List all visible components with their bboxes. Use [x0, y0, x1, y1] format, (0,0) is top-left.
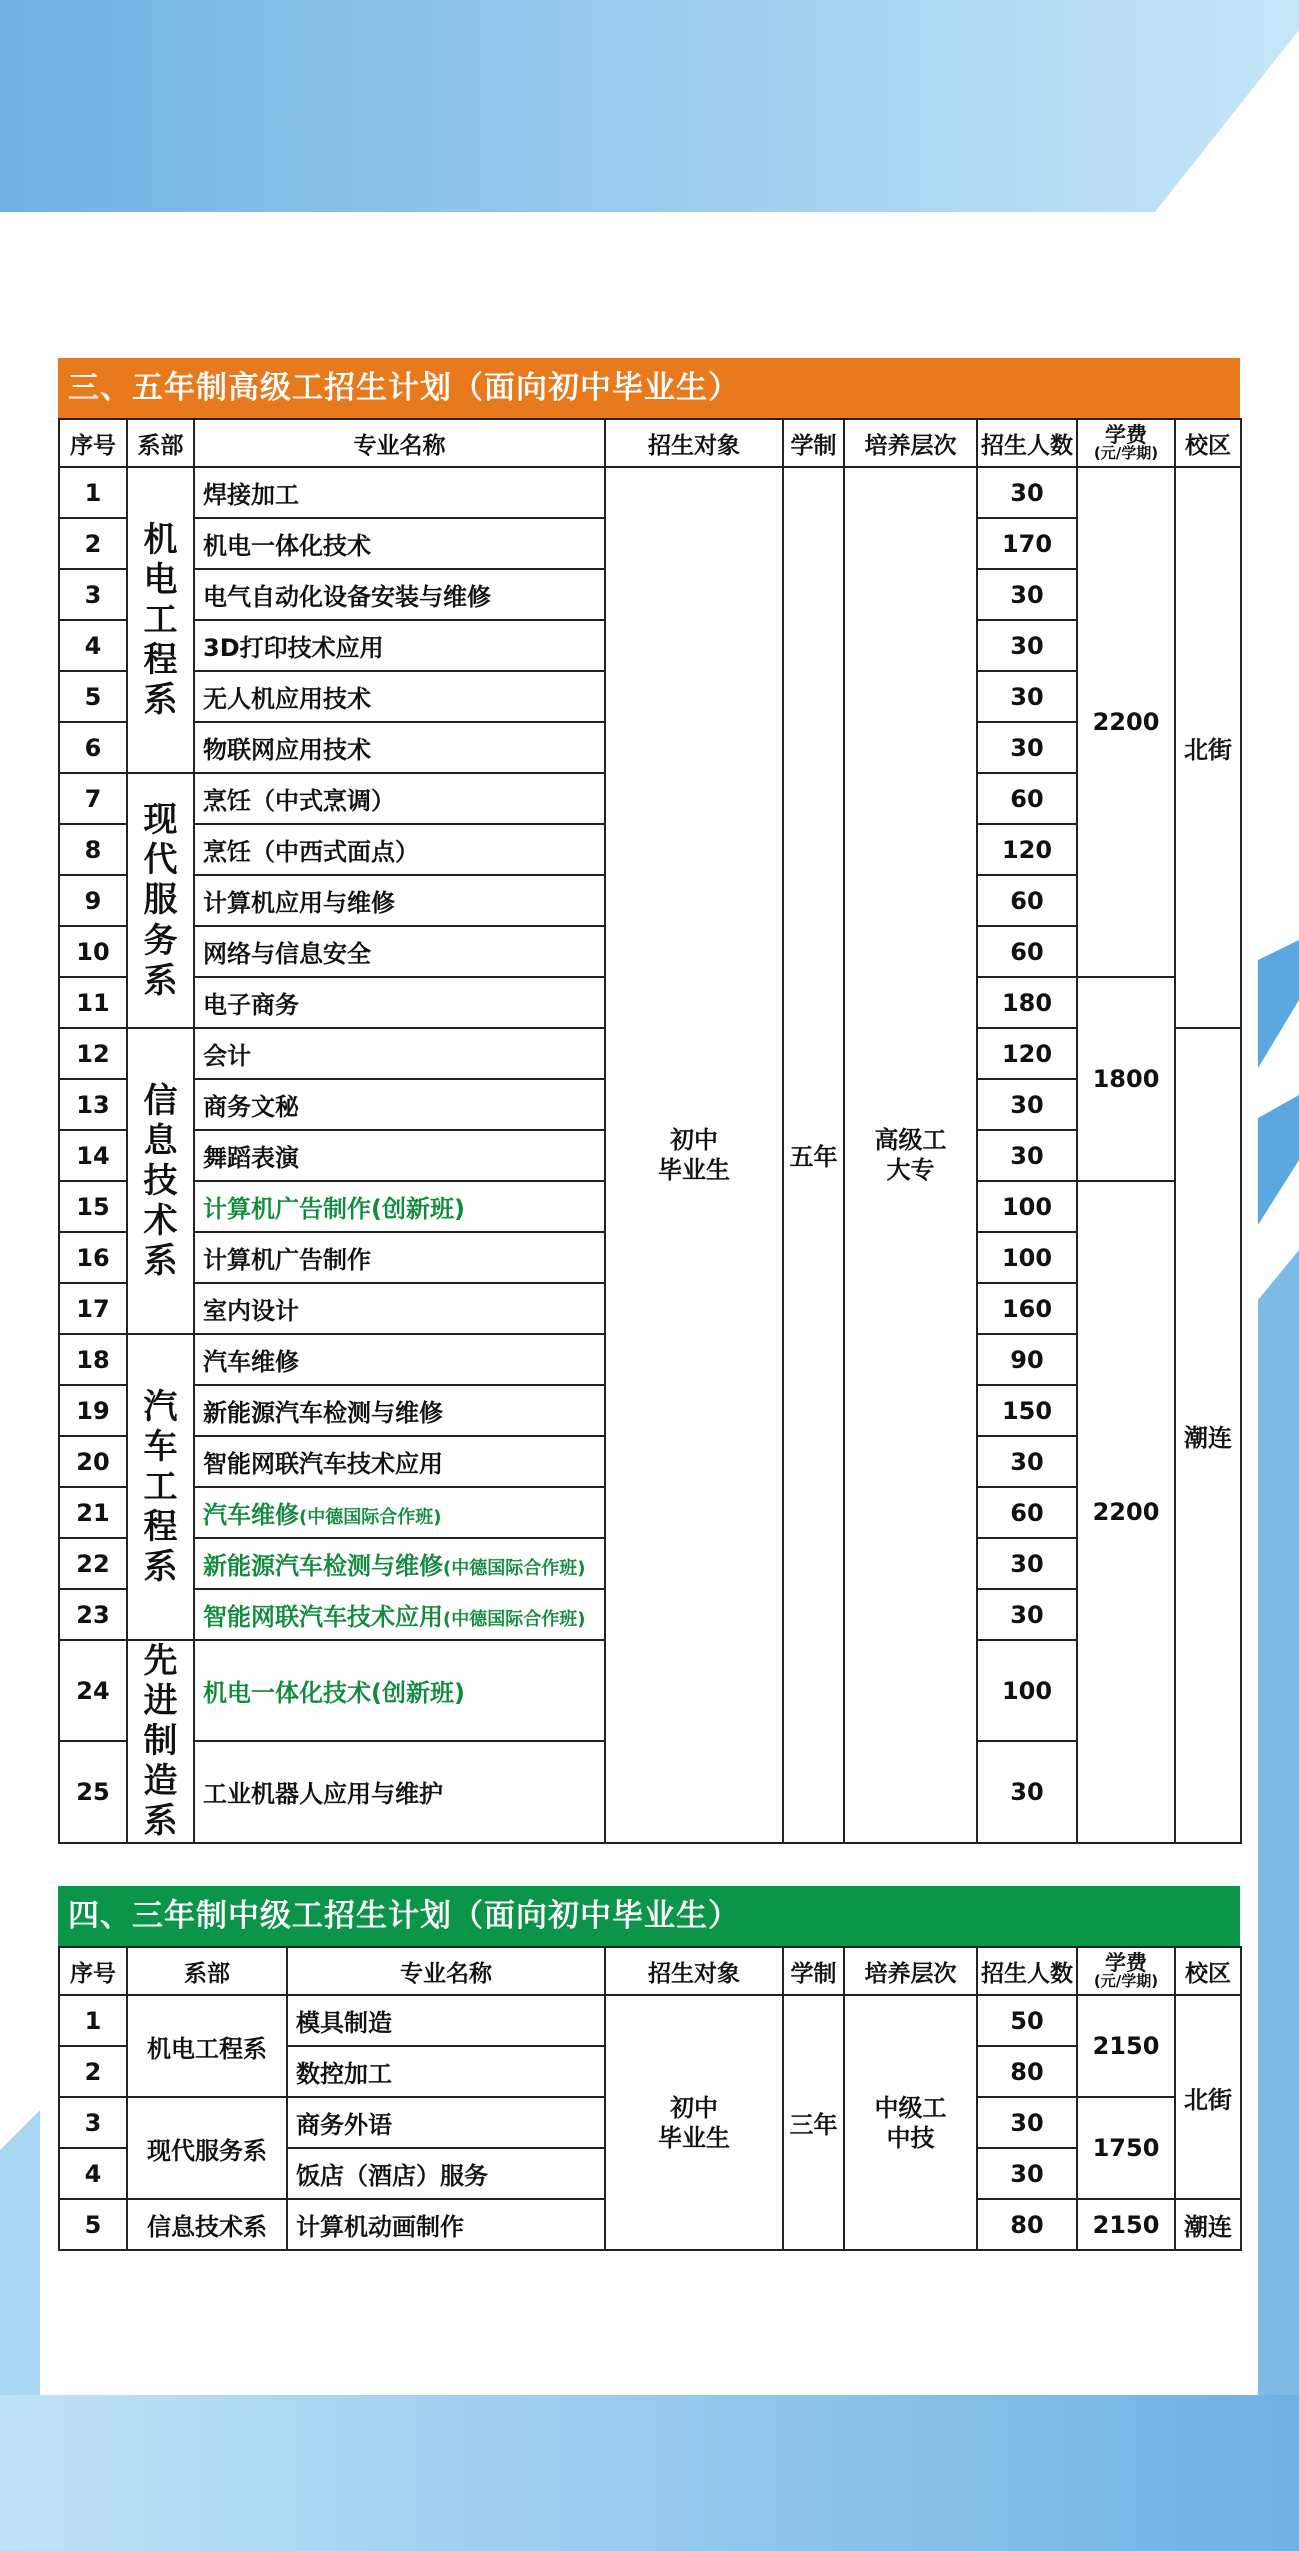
major-cell: 烹饪（中式烹调） [194, 773, 605, 824]
count-cell: 80 [977, 2046, 1077, 2097]
row-seq: 7 [59, 773, 127, 824]
count-cell: 30 [977, 1130, 1077, 1181]
header-seq: 序号 [59, 419, 127, 467]
row-seq: 6 [59, 722, 127, 773]
dept-cell: 先进制造系 [127, 1640, 194, 1843]
row-seq: 4 [59, 620, 127, 671]
row-seq: 13 [59, 1079, 127, 1130]
major-note: (中德国际合作班) [299, 1507, 442, 1528]
count-cell: 120 [977, 824, 1077, 875]
major-cell: 电子商务 [194, 977, 605, 1028]
row-seq: 1 [59, 1995, 127, 2046]
three-year-table [58, 1946, 1242, 2251]
header-fee-main: 学费 [1105, 423, 1147, 447]
target-cell: 初中 毕业生 [605, 467, 783, 1843]
major-note: (中德国际合作班) [443, 1558, 586, 1579]
count-cell: 90 [977, 1334, 1077, 1385]
header-dept: 系部 [127, 1947, 287, 1995]
duration-cell: 五年 [783, 467, 844, 1843]
major-cell: 计算机广告制作(创新班) [194, 1181, 605, 1232]
header-count: 招生人数 [977, 1947, 1077, 1995]
row-seq: 14 [59, 1130, 127, 1181]
row-seq: 21 [59, 1487, 127, 1538]
count-cell: 30 [977, 620, 1077, 671]
header-level: 培养层次 [844, 1947, 977, 1995]
table-row [59, 1995, 1241, 2046]
count-cell: 120 [977, 1028, 1077, 1079]
fee-cell: 2150 [1077, 1995, 1175, 2097]
duration-cell: 三年 [783, 1995, 844, 2250]
header-target: 招生对象 [605, 1947, 783, 1995]
count-cell: 60 [977, 773, 1077, 824]
row-seq: 17 [59, 1283, 127, 1334]
major-cell: 网络与信息安全 [194, 926, 605, 977]
section-title: 四、三年制中级工招生计划（面向初中毕业生） [58, 1886, 1240, 1946]
row-seq: 10 [59, 926, 127, 977]
major-name: 汽车维修 [203, 1501, 299, 1529]
major-cell: 新能源汽车检测与维修 [194, 1385, 605, 1436]
bottom-banner-shape [0, 2395, 1299, 2551]
dept-cell: 信息技术系 [127, 1028, 194, 1334]
major-cell: 智能网联汽车技术应用 [194, 1436, 605, 1487]
campus-cell: 潮连 [1175, 2199, 1241, 2250]
campus-cell: 北街 [1175, 1995, 1241, 2199]
right-stripe-2 [1258, 1095, 1299, 1225]
row-seq: 22 [59, 1538, 127, 1589]
dept-cell: 汽车工程系 [127, 1334, 194, 1640]
major-cell: 物联网应用技术 [194, 722, 605, 773]
row-seq: 24 [59, 1640, 127, 1741]
major-cell: 工业机器人应用与维护 [194, 1741, 605, 1842]
count-cell: 100 [977, 1181, 1077, 1232]
count-cell: 100 [977, 1640, 1077, 1741]
header-fee-unit: (元/学期) [1093, 1972, 1159, 1990]
table-header-row [59, 1947, 1241, 1995]
major-name: 智能网联汽车技术应用 [203, 1603, 443, 1631]
table-row [59, 467, 1241, 518]
header-duration: 学制 [783, 1947, 844, 1995]
five-year-table [58, 418, 1242, 1844]
fee-cell: 2200 [1077, 1181, 1175, 1843]
header-seq: 序号 [59, 1947, 127, 1995]
level-cell: 中级工 中技 [844, 1995, 977, 2250]
table-header-row [59, 419, 1241, 467]
count-cell: 180 [977, 977, 1077, 1028]
header-major: 专业名称 [194, 419, 605, 467]
count-cell: 30 [977, 1079, 1077, 1130]
count-cell: 60 [977, 875, 1077, 926]
count-cell: 170 [977, 518, 1077, 569]
count-cell: 30 [977, 1589, 1077, 1640]
dept-cell: 现代服务系 [127, 773, 194, 1028]
major-cell: 舞蹈表演 [194, 1130, 605, 1181]
count-cell: 30 [977, 2148, 1077, 2199]
major-cell: 电气自动化设备安装与维修 [194, 569, 605, 620]
header-major: 专业名称 [287, 1947, 605, 1995]
campus-cell: 北街 [1175, 467, 1241, 1028]
count-cell: 50 [977, 1995, 1077, 2046]
top-banner-shape [0, 0, 1299, 212]
header-duration: 学制 [783, 419, 844, 467]
major-cell: 商务文秘 [194, 1079, 605, 1130]
major-cell: 室内设计 [194, 1283, 605, 1334]
row-seq: 3 [59, 2097, 127, 2148]
major-cell [194, 1487, 605, 1538]
row-seq: 2 [59, 518, 127, 569]
major-cell: 会计 [194, 1028, 605, 1079]
header-campus: 校区 [1175, 419, 1241, 467]
level-cell: 高级工 大专 [844, 467, 977, 1843]
row-seq: 9 [59, 875, 127, 926]
header-level: 培养层次 [844, 419, 977, 467]
header-fee [1077, 419, 1175, 467]
count-cell: 30 [977, 467, 1077, 518]
header-fee [1077, 1947, 1175, 1995]
row-seq: 1 [59, 467, 127, 518]
dept-cell: 信息技术系 [127, 2199, 287, 2250]
header-target: 招生对象 [605, 419, 783, 467]
row-seq: 11 [59, 977, 127, 1028]
major-cell: 数控加工 [287, 2046, 605, 2097]
major-note: (中德国际合作班) [443, 1609, 586, 1630]
section-title: 三、五年制高级工招生计划（面向初中毕业生） [58, 358, 1240, 418]
header-fee-main: 学费 [1105, 1951, 1147, 1975]
right-stripe-3 [1258, 1250, 1299, 2551]
row-seq: 5 [59, 671, 127, 722]
dept-cell: 机电工程系 [127, 467, 194, 773]
major-cell: 机电一体化技术 [194, 518, 605, 569]
major-cell: 焊接加工 [194, 467, 605, 518]
count-cell: 30 [977, 2097, 1077, 2148]
major-name: 新能源汽车检测与维修 [203, 1552, 443, 1580]
major-cell: 计算机应用与维修 [194, 875, 605, 926]
row-seq: 18 [59, 1334, 127, 1385]
header-dept: 系部 [127, 419, 194, 467]
header-campus: 校区 [1175, 1947, 1241, 1995]
row-seq: 25 [59, 1741, 127, 1842]
major-cell: 计算机广告制作 [194, 1232, 605, 1283]
header-count: 招生人数 [977, 419, 1077, 467]
row-seq: 15 [59, 1181, 127, 1232]
count-cell: 60 [977, 926, 1077, 977]
major-cell: 3D打印技术应用 [194, 620, 605, 671]
dept-cell: 现代服务系 [127, 2097, 287, 2199]
fee-cell: 2200 [1077, 467, 1175, 977]
fee-cell: 1750 [1077, 2097, 1175, 2199]
row-seq: 5 [59, 2199, 127, 2250]
row-seq: 8 [59, 824, 127, 875]
major-cell [194, 1538, 605, 1589]
target-cell: 初中 毕业生 [605, 1995, 783, 2250]
fee-cell: 1800 [1077, 977, 1175, 1181]
count-cell: 30 [977, 671, 1077, 722]
row-seq: 23 [59, 1589, 127, 1640]
count-cell: 150 [977, 1385, 1077, 1436]
row-seq: 16 [59, 1232, 127, 1283]
count-cell: 30 [977, 1538, 1077, 1589]
major-cell: 计算机动画制作 [287, 2199, 605, 2250]
count-cell: 30 [977, 1436, 1077, 1487]
row-seq: 2 [59, 2046, 127, 2097]
fee-cell: 2150 [1077, 2199, 1175, 2250]
major-cell: 无人机应用技术 [194, 671, 605, 722]
major-cell: 汽车维修 [194, 1334, 605, 1385]
count-cell: 60 [977, 1487, 1077, 1538]
section-three-year-plan [58, 1886, 1240, 2251]
header-fee-unit: (元/学期) [1093, 444, 1159, 462]
campus-cell: 潮连 [1175, 1028, 1241, 1843]
section-five-year-plan [58, 358, 1240, 1844]
major-cell: 商务外语 [287, 2097, 605, 2148]
count-cell: 30 [977, 722, 1077, 773]
row-seq: 12 [59, 1028, 127, 1079]
major-cell: 饭店（酒店）服务 [287, 2148, 605, 2199]
major-cell: 机电一体化技术(创新班) [194, 1640, 605, 1741]
right-stripe-1 [1258, 940, 1299, 1068]
count-cell: 30 [977, 569, 1077, 620]
count-cell: 30 [977, 1741, 1077, 1842]
major-cell [194, 1589, 605, 1640]
row-seq: 20 [59, 1436, 127, 1487]
major-cell: 模具制造 [287, 1995, 605, 2046]
count-cell: 80 [977, 2199, 1077, 2250]
dept-cell: 机电工程系 [127, 1995, 287, 2097]
row-seq: 4 [59, 2148, 127, 2199]
row-seq: 19 [59, 1385, 127, 1436]
row-seq: 3 [59, 569, 127, 620]
count-cell: 100 [977, 1232, 1077, 1283]
count-cell: 160 [977, 1283, 1077, 1334]
major-cell: 烹饪（中西式面点） [194, 824, 605, 875]
